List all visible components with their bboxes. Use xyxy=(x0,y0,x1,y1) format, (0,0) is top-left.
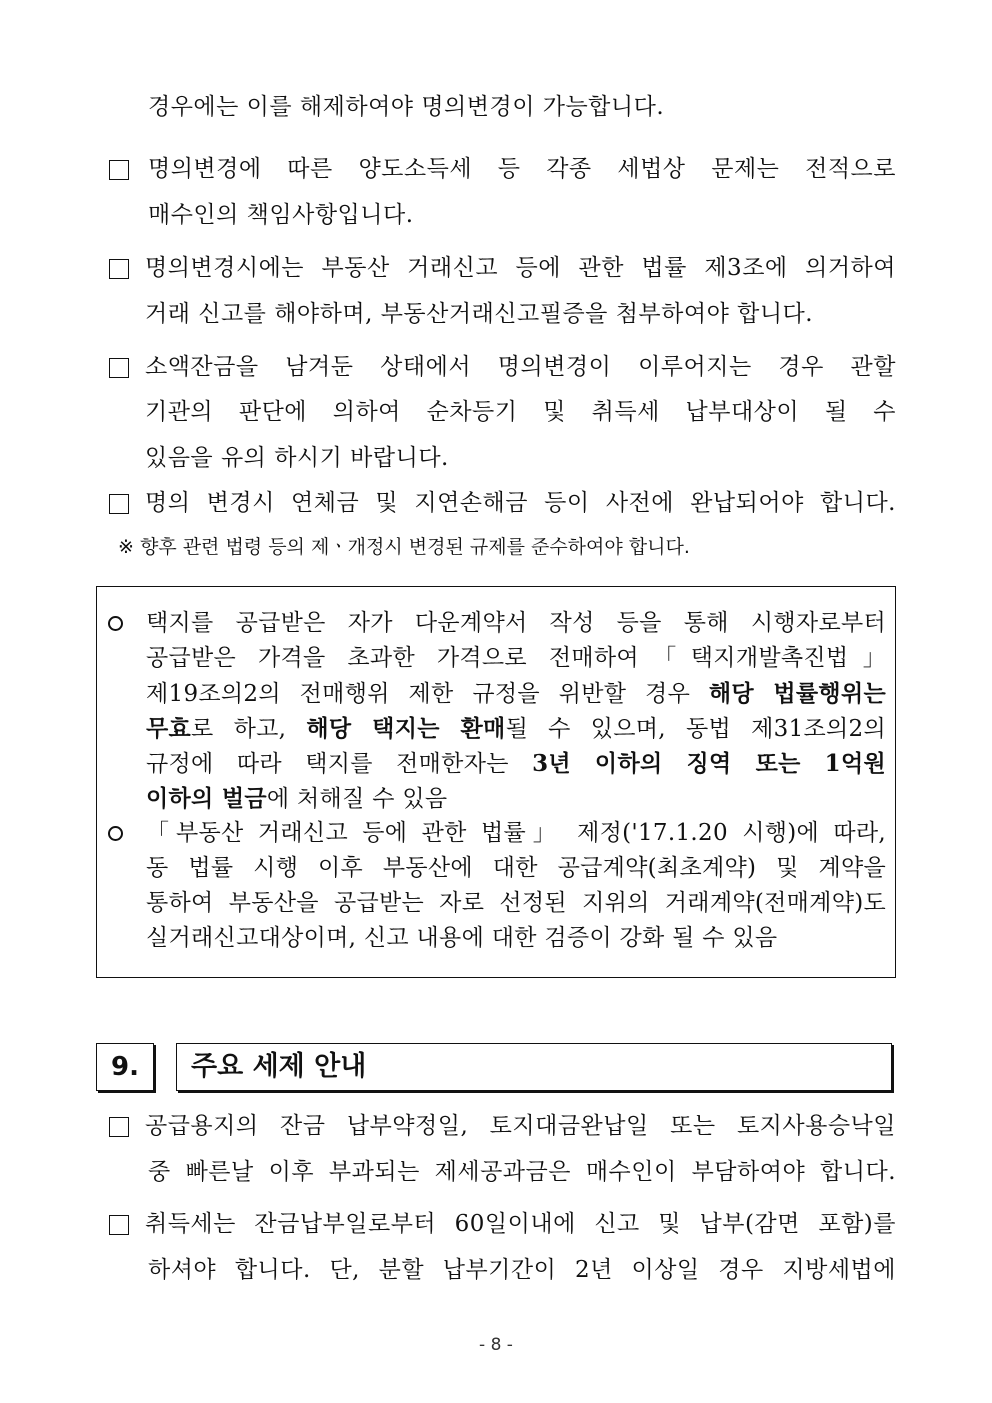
text-line: 명의 변경시 연체금 및 지연손해금 등이 사전에 완납되어야 합니다. xyxy=(145,490,896,516)
circle-bullet-icon xyxy=(108,616,123,631)
box-line: 실거래신고대상이며, 신고 내용에 대한 검증이 강화 될 수 있음 xyxy=(146,925,778,951)
text-line: 거래 신고를 해야하며, 부동산거래신고필증을 첨부하여야 합니다. xyxy=(145,301,814,327)
section-title: 주요 세제 안내 xyxy=(176,1043,892,1091)
box-line: 동 법률 시행 이후 부동산에 대한 공급계약(최초계약) 및 계약을 xyxy=(146,855,886,881)
text-line: 명의변경에 따른 양도소득세 등 각종 세법상 문제는 전적으로 xyxy=(148,156,896,182)
checkbox-icon xyxy=(109,1117,129,1137)
text-line: 하셔야 합니다. 단, 분할 납부기간이 2년 이상일 경우 지방세법에 xyxy=(148,1257,896,1283)
checkbox-icon xyxy=(109,358,129,378)
box-line: 공급받은 가격을 초과한 가격으로 전매하여「택지개발촉진법」 xyxy=(146,645,886,671)
text-line: 매수인의 책임사항입니다. xyxy=(148,202,414,228)
section-number: 9. xyxy=(96,1043,154,1091)
text-line: 경우에는 이를 해제하여야 명의변경이 가능합니다. xyxy=(148,94,665,120)
bold-text: 해당 법률행위는 xyxy=(708,680,886,707)
box-text: 에 처해질 수 있음 xyxy=(266,786,448,812)
box-line xyxy=(146,781,886,817)
checkbox-icon xyxy=(109,1215,129,1235)
text-line: 명의변경시에는 부동산 거래신고 등에 관한 법률 제3조에 의거하여 xyxy=(145,255,896,281)
checkbox-icon xyxy=(109,259,129,279)
box-text: 규정에 따라 택지를 전매한자는 xyxy=(146,751,533,777)
box-line xyxy=(146,676,886,712)
box-line: 택지를 공급받은 자가 다운계약서 작성 등을 통해 시행자로부터 xyxy=(146,610,886,636)
box-text: 될 수 있으며, 동법 제31조의2의 xyxy=(505,716,886,742)
text-line: 소액잔금을 남겨둔 상태에서 명의변경이 이루어지는 경우 관할 xyxy=(145,354,896,380)
text-line: 공급용지의 잔금 납부약정일, 토지대금완납일 또는 토지사용승낙일 xyxy=(145,1113,896,1139)
box-line xyxy=(146,711,886,747)
box-line: 「부동산 거래신고 등에 관한 법률」 제정('17.1.20 시행)에 따라, xyxy=(146,820,886,846)
bold-text: 이하의 벌금 xyxy=(146,785,267,812)
box-text: 로 하고, xyxy=(191,716,307,742)
text-line: 있음을 유의 하시기 바랍니다. xyxy=(145,445,449,471)
box-line xyxy=(146,746,886,782)
bold-text: 해당 택지는 환매 xyxy=(306,715,506,742)
text-line: 기관의 판단에 의하여 순차등기 및 취득세 납부대상이 될 수 xyxy=(145,399,896,425)
checkbox-icon xyxy=(109,494,129,514)
text-line: 중 빠른날 이후 부과되는 제세공과금은 매수인이 부담하여야 합니다. xyxy=(148,1159,896,1185)
page-number: - 8 - xyxy=(479,1335,513,1355)
circle-bullet-icon xyxy=(108,826,123,841)
text-line: 취득세는 잔금납부일로부터 60일이내에 신고 및 납부(감면 포함)를 xyxy=(145,1211,896,1237)
checkbox-icon xyxy=(109,160,129,180)
box-line: 통하여 부동산을 공급받는 자로 선정된 지위의 거래계약(전매계약)도 xyxy=(146,890,886,916)
box-text: 제19조의2의 전매행위 제한 규정을 위반할 경우 xyxy=(146,681,709,707)
note-text: ※ 향후 관련 법령 등의 제ㆍ개정시 변경된 규제를 준수하여야 합니다. xyxy=(118,536,690,558)
bold-text: 3년 이하의 징역 또는 1억원 xyxy=(532,750,886,777)
bold-text: 무효 xyxy=(146,715,192,742)
